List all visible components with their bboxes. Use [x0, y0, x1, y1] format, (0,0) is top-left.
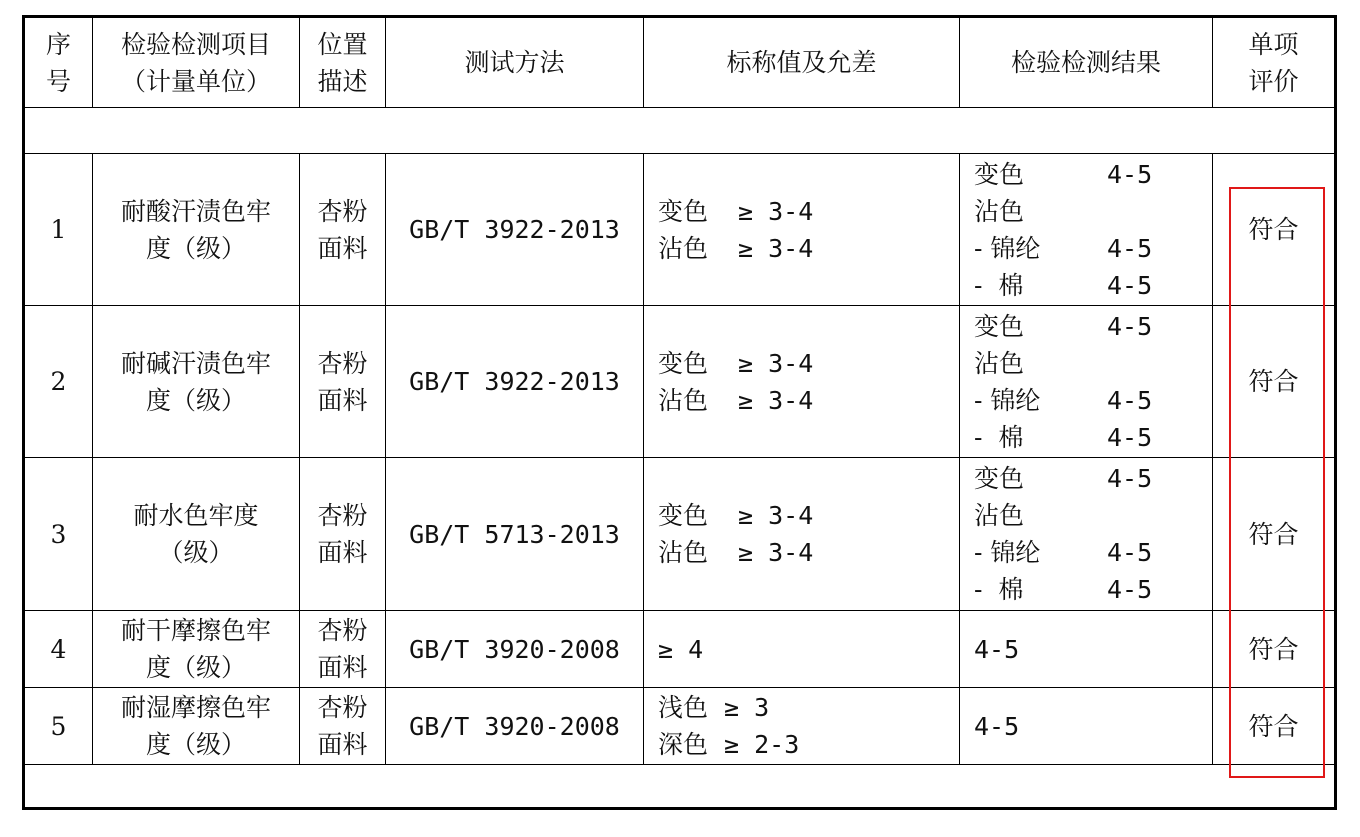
- row-seq: 5: [24, 688, 93, 765]
- nominal-label: 变色: [658, 501, 709, 530]
- row-evaluation: 符合: [1213, 306, 1336, 458]
- result-label: - 锦纶: [974, 538, 1041, 567]
- row-method: GB/T 3920-2008: [386, 611, 644, 688]
- empty-footer-row: [24, 765, 1336, 809]
- row-result: [960, 306, 1213, 458]
- nominal-value: ≥ 3-4: [738, 501, 814, 530]
- table-row: [24, 688, 1336, 765]
- row-seq: 3: [24, 458, 93, 611]
- nominal-label: 沾色: [658, 233, 709, 263]
- row-item-line: 度（级）: [145, 730, 246, 759]
- row-seq: 2: [24, 306, 93, 458]
- row-nominal: [644, 688, 960, 765]
- result-label: 沾色: [974, 348, 1025, 378]
- nominal-line: [658, 726, 959, 763]
- row-evaluation: 符合: [1213, 154, 1336, 306]
- result-value: 4-5: [974, 634, 1020, 664]
- result-value: 4-5: [1107, 575, 1153, 604]
- row-position: [300, 154, 386, 306]
- result-line: [974, 497, 1212, 534]
- row-position-line: 杏粉: [317, 616, 368, 645]
- result-line: [974, 345, 1212, 382]
- result-label: - 锦纶: [974, 233, 1041, 263]
- row-position: [300, 688, 386, 765]
- header-position: 位置 描述: [300, 17, 386, 108]
- row-method: GB/T 3922-2013: [386, 306, 644, 458]
- nominal-label: 浅色: [658, 693, 709, 722]
- nominal-line: [658, 382, 959, 419]
- row-item-line: 耐水色牢度: [133, 501, 259, 530]
- header-item: 检验检测项目 （计量单位）: [93, 17, 300, 108]
- row-position-line: 杏粉: [317, 196, 368, 226]
- row-seq: 1: [24, 154, 93, 306]
- row-item-line: 耐酸汗渍色牢: [120, 196, 271, 226]
- nominal-line: [658, 497, 959, 534]
- header-nominal: 标称值及允差: [644, 17, 960, 108]
- row-item: [93, 688, 300, 765]
- result-label: 变色: [974, 159, 1025, 189]
- result-line: [974, 419, 1212, 456]
- result-value: 4-5: [1107, 538, 1153, 567]
- result-label: 变色: [974, 464, 1025, 493]
- row-item-line: 耐碱汗渍色牢: [120, 348, 271, 378]
- result-label: 沾色: [974, 501, 1025, 530]
- result-value: 4-5: [974, 711, 1020, 741]
- row-item: [93, 611, 300, 688]
- result-label: - 锦纶: [974, 385, 1041, 415]
- nominal-line: [658, 193, 959, 230]
- nominal-value: ≥ 3-4: [738, 385, 814, 415]
- result-line: [974, 631, 1212, 668]
- header-seq: 序 号: [24, 17, 93, 108]
- row-nominal: [644, 306, 960, 458]
- result-line: [974, 571, 1212, 608]
- result-line: [974, 308, 1212, 345]
- nominal-value: ≥ 3-4: [738, 196, 814, 226]
- nominal-line: [658, 230, 959, 267]
- result-label: - 棉: [974, 422, 1024, 452]
- table-row: [24, 611, 1336, 688]
- result-value: 4-5: [1107, 311, 1153, 341]
- table-row: [24, 458, 1336, 611]
- nominal-value: ≥ 2-3: [724, 730, 800, 759]
- row-position-line: 杏粉: [317, 501, 368, 530]
- result-line: [974, 708, 1212, 745]
- result-label: 变色: [974, 311, 1025, 341]
- row-item: [93, 154, 300, 306]
- result-line: [974, 193, 1212, 230]
- row-item-line: 度（级）: [145, 233, 246, 263]
- result-label: - 棉: [974, 270, 1024, 300]
- row-nominal: [644, 154, 960, 306]
- result-line: [974, 267, 1212, 304]
- row-position-line: 面料: [317, 233, 368, 263]
- nominal-value: ≥ 4: [658, 634, 704, 664]
- row-position: [300, 306, 386, 458]
- result-label: - 棉: [974, 575, 1024, 604]
- table-row: [24, 306, 1336, 458]
- empty-spacer-cell: [24, 108, 1336, 154]
- row-item: [93, 306, 300, 458]
- nominal-line: [658, 534, 959, 571]
- row-evaluation: 符合: [1213, 688, 1336, 765]
- row-position-line: 面料: [317, 385, 368, 415]
- table-row: [24, 154, 1336, 306]
- result-value: 4-5: [1107, 464, 1153, 493]
- header-evaluation: 单项 评价: [1213, 17, 1336, 108]
- result-line: [974, 382, 1212, 419]
- row-item-line: 耐干摩擦色牢: [120, 616, 271, 645]
- result-value: 4-5: [1107, 233, 1153, 263]
- row-position-line: 面料: [317, 730, 368, 759]
- result-label: 沾色: [974, 196, 1025, 226]
- result-value: 4-5: [1107, 385, 1153, 415]
- nominal-line: [658, 345, 959, 382]
- empty-spacer-row: [24, 108, 1336, 154]
- empty-footer-cell: [24, 765, 1336, 809]
- nominal-value: ≥ 3-4: [738, 348, 814, 378]
- row-position: [300, 611, 386, 688]
- nominal-label: 变色: [658, 348, 709, 378]
- row-seq: 4: [24, 611, 93, 688]
- row-nominal: [644, 458, 960, 611]
- row-position-line: 杏粉: [317, 348, 368, 378]
- result-value: 4-5: [1107, 270, 1153, 300]
- nominal-label: 沾色: [658, 538, 709, 567]
- row-position-line: 面料: [317, 538, 368, 567]
- row-item: [93, 458, 300, 611]
- nominal-value: ≥ 3-4: [738, 538, 814, 567]
- row-result: [960, 458, 1213, 611]
- row-result: [960, 688, 1213, 765]
- row-evaluation: 符合: [1213, 458, 1336, 611]
- nominal-label: 深色: [658, 730, 709, 759]
- row-evaluation: 符合: [1213, 611, 1336, 688]
- result-value: 4-5: [1107, 159, 1153, 189]
- row-result: [960, 611, 1213, 688]
- header-result: 检验检测结果: [960, 17, 1213, 108]
- result-line: [974, 230, 1212, 267]
- row-result: [960, 154, 1213, 306]
- inspection-results-table: [22, 15, 1337, 810]
- row-method: GB/T 5713-2013: [386, 458, 644, 611]
- row-item-line: 度（级）: [145, 653, 246, 682]
- header-method: 测试方法: [386, 17, 644, 108]
- row-position-line: 杏粉: [317, 693, 368, 722]
- nominal-value: ≥ 3: [724, 693, 770, 722]
- nominal-label: 沾色: [658, 385, 709, 415]
- row-item-line: 耐湿摩擦色牢: [120, 693, 271, 722]
- row-nominal: [644, 611, 960, 688]
- row-item-line: 度（级）: [145, 385, 246, 415]
- row-method: GB/T 3920-2008: [386, 688, 644, 765]
- result-value: 4-5: [1107, 422, 1153, 452]
- nominal-value: ≥ 3-4: [738, 233, 814, 263]
- row-position: [300, 458, 386, 611]
- result-line: [974, 460, 1212, 497]
- nominal-label: 变色: [658, 196, 709, 226]
- row-method: GB/T 3922-2013: [386, 154, 644, 306]
- nominal-line: [658, 631, 959, 668]
- row-position-line: 面料: [317, 653, 368, 682]
- result-line: [974, 534, 1212, 571]
- nominal-line: [658, 689, 959, 726]
- header-row: [24, 17, 1336, 108]
- row-item-line: （级）: [158, 538, 234, 567]
- result-line: [974, 156, 1212, 193]
